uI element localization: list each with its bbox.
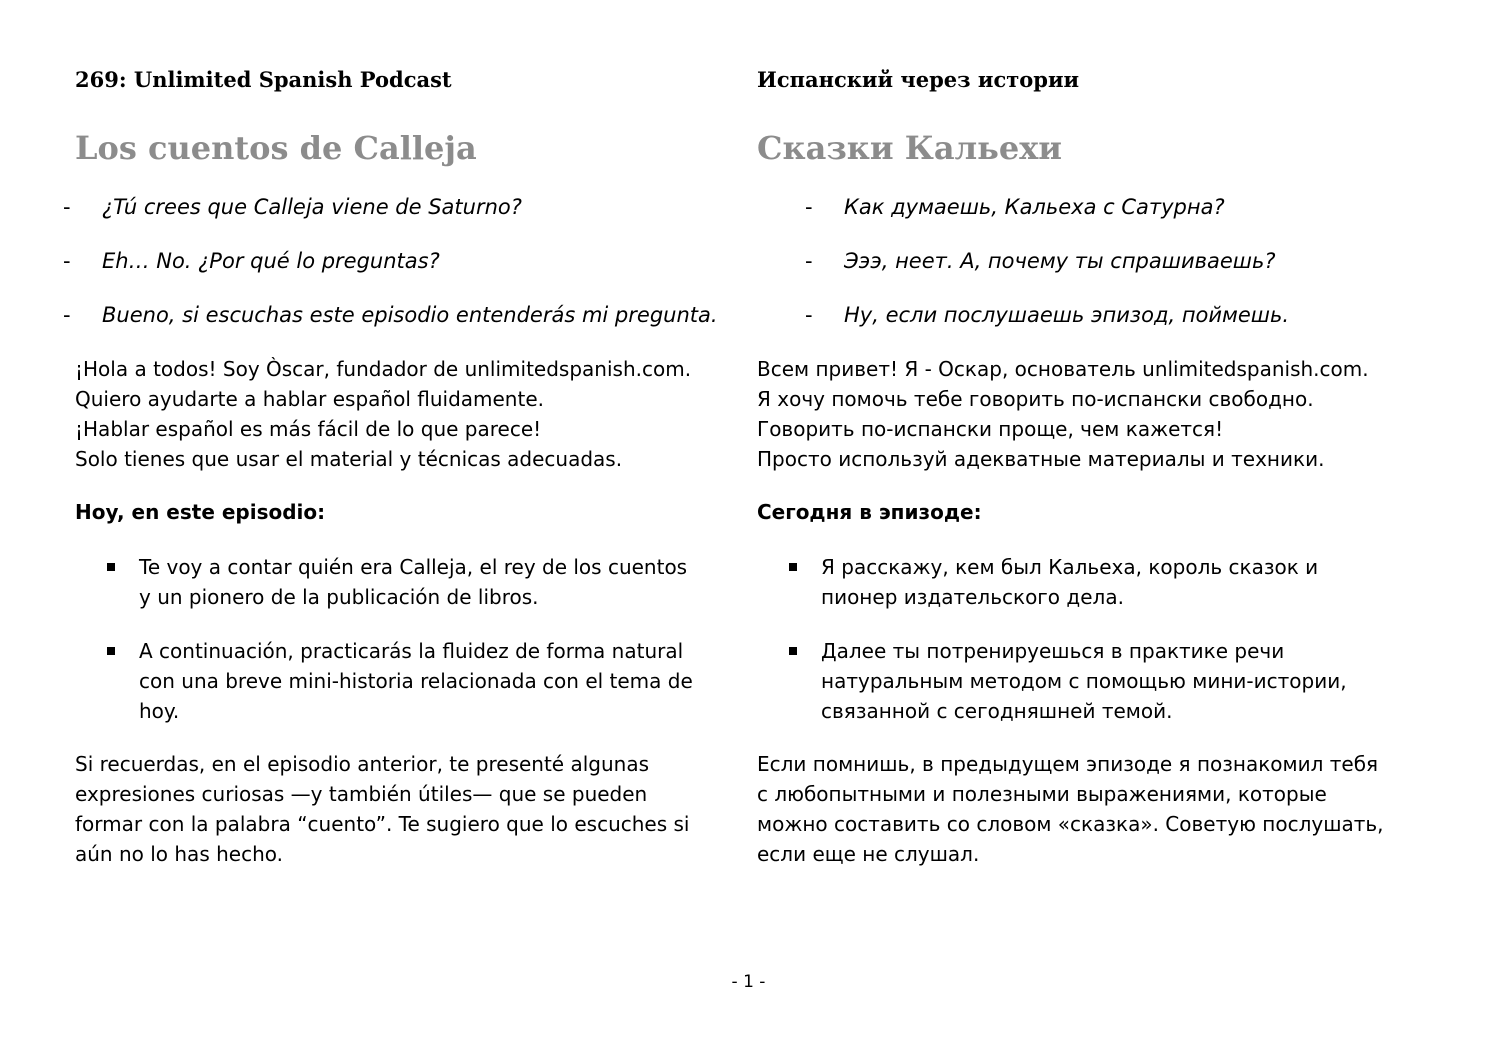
bullet-line: y un pionero de la publicación de libros. [139, 585, 539, 609]
intro-line: ¡Hola a todos! Soy Òscar, fundador de unlimitedspanish.com. [75, 357, 692, 381]
bullet-list [789, 552, 1347, 750]
intro-line: Я хочу помочь тебе говорить по-испански свободно. [757, 387, 1314, 411]
closing-line: если еще не слушал. [757, 842, 980, 866]
intro-line: Просто используй адекватные материалы и техники. [757, 447, 1325, 471]
bullet-line: con una breve mini-historia relacionada con el tema de [139, 669, 693, 693]
bullet-line: hoy. [139, 699, 180, 723]
episode-title: Сказки Кальехи [757, 129, 1063, 167]
dialog-text: Как думаешь, Кальеха с Сатурна? [844, 195, 1225, 219]
closing-line: с любопытными и полезными выражениями, которые [757, 782, 1327, 806]
bullet-line: связанной с сегодняшней темой. [821, 699, 1173, 723]
section-heading: Hoy, en este episodio: [75, 500, 326, 524]
bullet-item [789, 636, 1347, 726]
intro-paragraph [75, 354, 691, 474]
closing-paragraph [757, 749, 1384, 869]
closing-line: formar con la palabra “cuento”. Te sugiero que lo escuches si [75, 812, 690, 836]
bullet-line: Я расскажу, кем был Кальеха, король сказок и [821, 555, 1319, 579]
closing-line: aún no lo has hecho. [75, 842, 283, 866]
square-bullet-icon [107, 647, 115, 655]
bullet-item [789, 552, 1347, 612]
dialog-dash: - [805, 195, 813, 219]
intro-line: Solo tienes que usar el material y técnicas adecuadas. [75, 447, 623, 471]
dialog-text: Ну, если послушаешь эпизод, поймешь. [844, 303, 1290, 327]
section-heading: Сегодня в эпизоде: [757, 500, 982, 524]
dialog-text: Эээ, неет. А, почему ты спрашиваешь? [844, 249, 1276, 273]
intro-line: ¡Hablar español es más fácil de lo que parece! [75, 417, 542, 441]
closing-line: Если помнишь, в предыдущем эпизоде я познакомил тебя [757, 752, 1379, 776]
dialog-dash: - [63, 195, 71, 219]
closing-line: expresiones curiosas —y también útiles— que se pueden [75, 782, 648, 806]
bullet-item [107, 552, 693, 612]
bullet-line: Далее ты потренируешься в практике речи [821, 639, 1285, 663]
square-bullet-icon [789, 563, 797, 571]
intro-line: Говорить по-испански проще, чем кажется! [757, 417, 1224, 441]
bullet-item [107, 636, 693, 726]
dialog-dash: - [63, 303, 71, 327]
dialog-text: ¿Tú crees que Calleja viene de Saturno? [102, 195, 522, 219]
intro-line: Всем привет! Я - Оскар, основатель unlimitedspanish.com. [757, 357, 1369, 381]
dialog-text: Bueno, si escuchas este episodio entenderás mi pregunta. [102, 303, 718, 327]
dialog-text: Eh… No. ¿Por qué lo preguntas? [102, 249, 440, 273]
episode-title: Los cuentos de Calleja [75, 129, 477, 167]
square-bullet-icon [107, 563, 115, 571]
page-number: - 1 - [731, 972, 766, 992]
bullet-line: A continuación, practicarás la fluidez de forma natural [139, 639, 684, 663]
intro-paragraph [757, 354, 1369, 474]
bullet-line: Te voy a contar quién era Calleja, el rey de los cuentos [139, 555, 688, 579]
closing-paragraph [75, 749, 689, 869]
bullet-line: натуральным методом с помощью мини-истории, [821, 669, 1347, 693]
dialog-dash: - [805, 303, 813, 327]
dialog-dash: - [63, 249, 71, 273]
podcast-header: Испанский через истории [757, 67, 1080, 92]
square-bullet-icon [789, 647, 797, 655]
closing-line: можно составить со словом «сказка». Советую послушать, [757, 812, 1384, 836]
bullet-list [107, 552, 693, 750]
intro-line: Quiero ayudarte a hablar español fluidamente. [75, 387, 544, 411]
bullet-line: пионер издательского дела. [821, 585, 1124, 609]
podcast-header: 269: Unlimited Spanish Podcast [75, 67, 452, 92]
closing-line: Si recuerdas, en el episodio anterior, te presenté algunas [75, 752, 650, 776]
dialog-dash: - [805, 249, 813, 273]
